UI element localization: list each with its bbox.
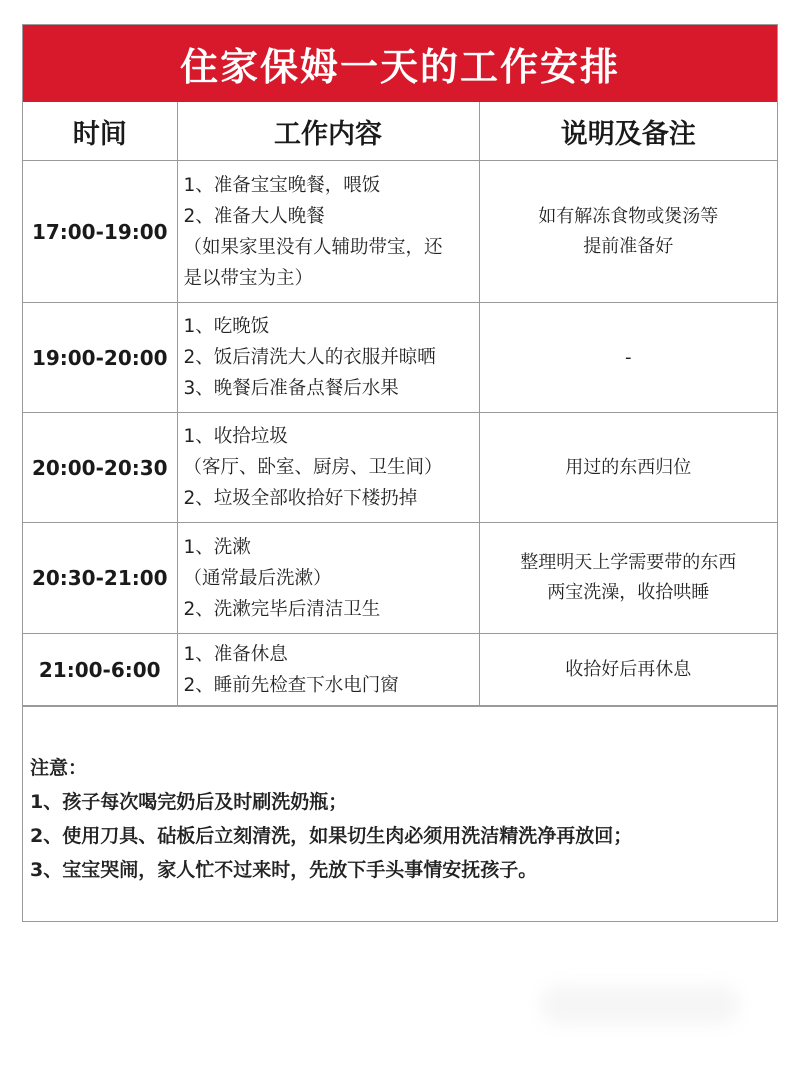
note-line: 提前准备好 — [583, 235, 674, 257]
table-row — [23, 161, 777, 303]
content-line: （如果家里没有人辅助带宝，还 — [183, 236, 443, 258]
note-cell — [479, 413, 777, 523]
content-cell — [177, 634, 479, 706]
content-line: 1、洗漱 — [183, 536, 251, 558]
notice-item: 2、使用刀具、砧板后立刻清洗，如果切生肉必须用洗洁精洗净再放回； — [30, 825, 633, 847]
note-cell — [479, 161, 777, 303]
notice-heading: 注意： — [30, 757, 88, 779]
note-line: 两宝洗澡，收拾哄睡 — [547, 582, 710, 603]
content-line: 2、准备大人晚餐 — [183, 205, 325, 227]
content-line: 1、收拾垃圾 — [183, 426, 288, 447]
table-row — [23, 523, 777, 634]
note-cell — [479, 303, 777, 413]
column-header-content: 工作内容 — [177, 102, 479, 161]
content-line: 是以带宝为主） — [183, 267, 314, 289]
notice-item: 1、孩子每次喝完奶后及时刷洗奶瓶； — [30, 791, 348, 813]
content-line: 2、垃圾全部收拾好下楼扔掉 — [183, 488, 418, 509]
content-line: 2、饭后清洗大人的衣服并晾晒 — [183, 347, 436, 368]
schedule-sheet — [22, 24, 778, 922]
column-header-note: 说明及备注 — [479, 102, 777, 161]
title-banner — [23, 25, 777, 102]
content-line: （通常最后洗漱） — [183, 567, 332, 589]
content-cell — [177, 303, 479, 413]
content-cell — [177, 413, 479, 523]
table-header-row — [23, 102, 777, 161]
time-cell: 20:30-21:00 — [23, 523, 177, 634]
content-line: （客厅、卧室、厨房、卫生间） — [183, 457, 443, 478]
note-cell — [479, 523, 777, 634]
note-line: 整理明天上学需要带的东西 — [520, 552, 737, 573]
time-cell: 17:00-19:00 — [23, 161, 177, 303]
content-line: 1、准备宝宝晚餐，喂饭 — [183, 174, 381, 196]
time-cell: 20:00-20:30 — [23, 413, 177, 523]
column-header-time: 时间 — [23, 102, 177, 161]
content-line: 3、晚餐后准备点餐后水果 — [183, 378, 399, 399]
content-line: 2、洗漱完毕后清洁卫生 — [183, 598, 381, 620]
content-line: 1、吃晚饭 — [183, 316, 270, 337]
table-row — [23, 413, 777, 523]
table-row — [23, 634, 777, 706]
note-cell — [479, 634, 777, 706]
content-cell — [177, 161, 479, 303]
content-line: 2、睡前先检查下水电门窗 — [183, 674, 399, 696]
note-line: - — [625, 346, 632, 368]
content-cell — [177, 523, 479, 634]
notice-item: 3、宝宝哭闹，家人忙不过来时，先放下手头事情安抚孩子。 — [30, 859, 538, 881]
time-cell: 19:00-20:00 — [23, 303, 177, 413]
schedule-table — [23, 102, 777, 706]
note-line: 用过的东西归位 — [565, 456, 692, 478]
note-line: 收拾好后再休息 — [565, 658, 692, 680]
time-cell: 21:00-6:00 — [23, 634, 177, 706]
table-row — [23, 303, 777, 413]
page-title: 住家保姆一天的工作安排 — [179, 45, 620, 89]
faded-watermark — [540, 985, 740, 1025]
notice-section — [23, 706, 777, 921]
note-line: 如有解冻食物或煲汤等 — [538, 205, 719, 227]
content-line: 1、准备休息 — [183, 643, 288, 665]
